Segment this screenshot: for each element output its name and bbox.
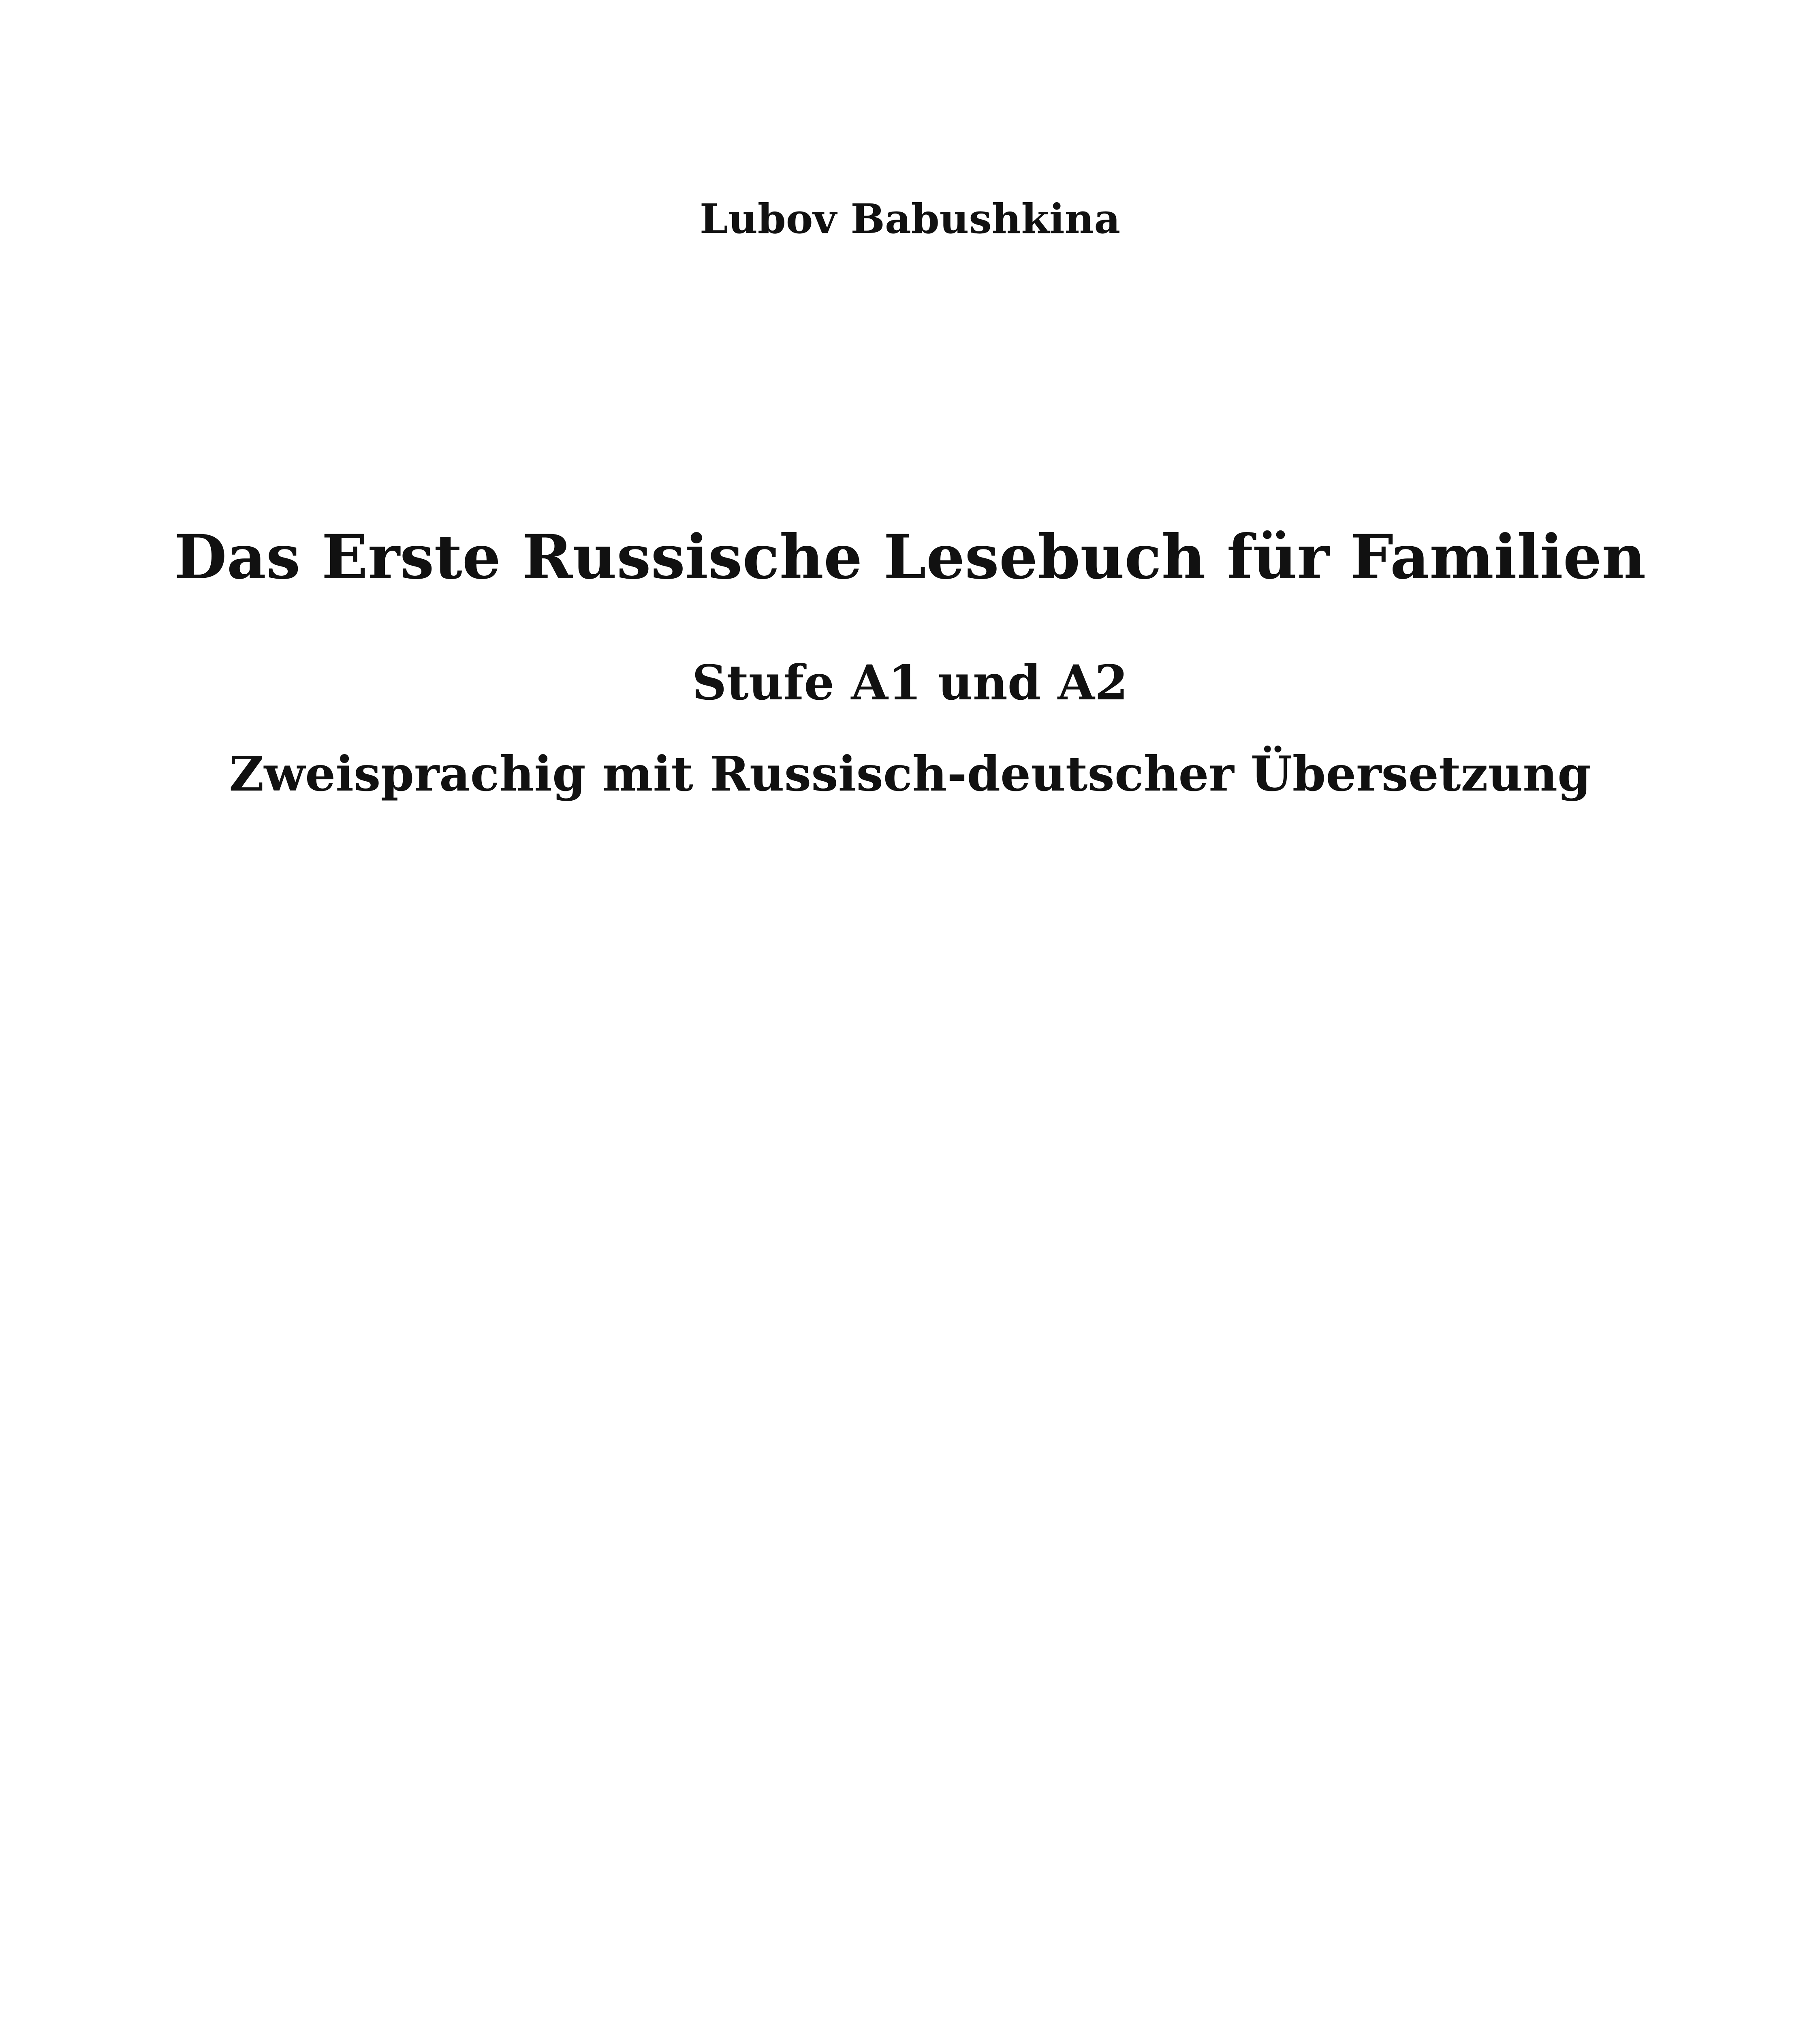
subtitle-level: Stufe A1 und A2 [692, 654, 1128, 711]
author-name: Lubov Babushkina [699, 195, 1121, 243]
book-title: Das Erste Russische Lesebuch für Familien [174, 521, 1646, 593]
subtitle-bilingual: Zweisprachig mit Russisch-deutscher Übersetzung [229, 746, 1591, 802]
